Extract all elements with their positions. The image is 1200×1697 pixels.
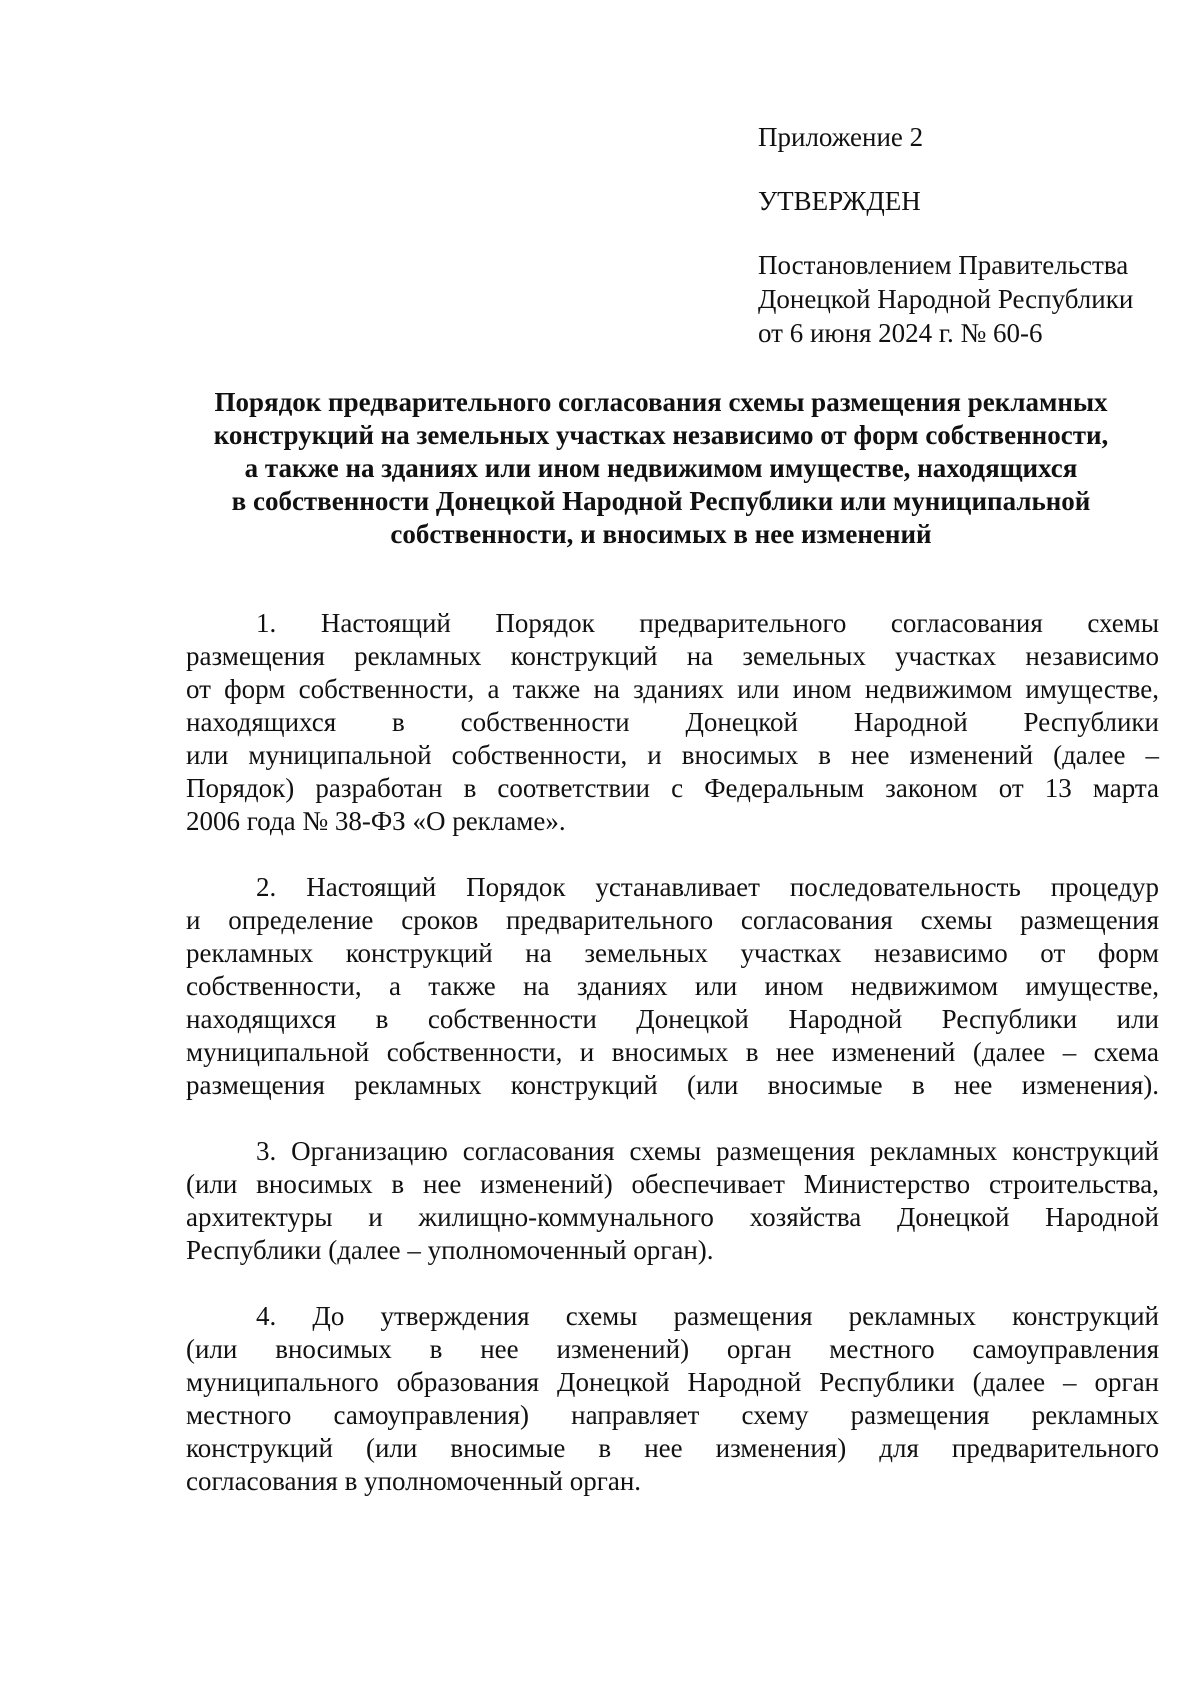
paragraph-line: размещения рекламных конструкций на земельных участках независимо: [186, 641, 1159, 671]
paragraph-line: размещения рекламных конструкций (или вносимые в нее изменения).: [186, 1070, 1159, 1100]
decree-line-3: от 6 июня 2024 г. № 60-6: [758, 318, 1043, 348]
document-body: [186, 607, 1159, 1531]
paragraph-line: (или вносимых в нее изменений) орган местного самоуправления: [186, 1334, 1159, 1364]
paragraph-line: 4. До утверждения схемы размещения рекламных конструкций: [256, 1301, 1159, 1331]
paragraph-line: согласования в уполномоченный орган.: [186, 1466, 642, 1496]
appendix-label: Приложение 2: [758, 122, 924, 152]
paragraph-line: собственности, а также на зданиях или ином недвижимом имуществе,: [186, 971, 1159, 1001]
paragraph-line: рекламных конструкций на земельных участках независимо от форм: [186, 938, 1159, 968]
paragraph-line: от форм собственности, а также на зданиях или ином недвижимом имуществе,: [186, 674, 1159, 704]
paragraph-4: [186, 1300, 1159, 1498]
paragraph-line: 1. Настоящий Порядок предварительного согласования схемы: [256, 608, 1159, 638]
paragraph-line: находящихся в собственности Донецкой Народной Республики: [186, 707, 1159, 737]
title-line: собственности, и вносимых в нее изменений: [390, 519, 932, 549]
title-line: а также на зданиях или ином недвижимом имуществе, находящихся: [244, 453, 1078, 483]
decree-line-2: Донецкой Народной Республики: [758, 284, 1134, 314]
document-title: [120, 386, 1200, 551]
paragraph-line: 2006 года № 38-ФЗ «О рекламе».: [186, 806, 566, 836]
paragraph-line: (или вносимых в нее изменений) обеспечивает Министерство строительства,: [186, 1169, 1159, 1199]
approved-stamp: УТВЕРЖДЕН: [758, 186, 921, 216]
paragraph-line: Республики (далее – уполномоченный орган).: [186, 1235, 714, 1265]
paragraph-line: муниципального образования Донецкой Народной Республики (далее – орган: [186, 1367, 1159, 1397]
paragraph-line: и определение сроков предварительного согласования схемы размещения: [186, 905, 1159, 935]
paragraph-line: 2. Настоящий Порядок устанавливает последовательность процедур: [256, 872, 1159, 902]
paragraph-line: Порядок) разработан в соответствии с Федеральным законом от 13 марта: [186, 773, 1159, 803]
decree-line-1: Постановлением Правительства: [758, 250, 1129, 280]
title-line: Порядок предварительного согласования схемы размещения рекламных: [214, 387, 1108, 417]
title-line: конструкций на земельных участках независимо от форм собственности,: [213, 420, 1109, 450]
paragraph-line: конструкций (или вносимые в нее изменения) для предварительного: [186, 1433, 1159, 1463]
paragraph-line: 3. Организацию согласования схемы размещения рекламных конструкций: [256, 1136, 1159, 1166]
paragraph-line: находящихся в собственности Донецкой Народной Республики или: [186, 1004, 1159, 1034]
paragraph-line: муниципальной собственности, и вносимых в нее изменений (далее – схема: [186, 1037, 1159, 1067]
paragraph-1: [186, 607, 1159, 838]
paragraph-line: местного самоуправления) направляет схему размещения рекламных: [186, 1400, 1159, 1430]
paragraph-line: архитектуры и жилищно-коммунального хозяйства Донецкой Народной: [186, 1202, 1159, 1232]
title-line: в собственности Донецкой Народной Республики или муниципальной: [231, 486, 1091, 516]
approval-block: [758, 120, 1158, 350]
paragraph-2: [186, 871, 1159, 1102]
paragraph-line: или муниципальной собственности, и вносимых в нее изменений (далее –: [186, 740, 1159, 770]
paragraph-3: [186, 1135, 1159, 1267]
